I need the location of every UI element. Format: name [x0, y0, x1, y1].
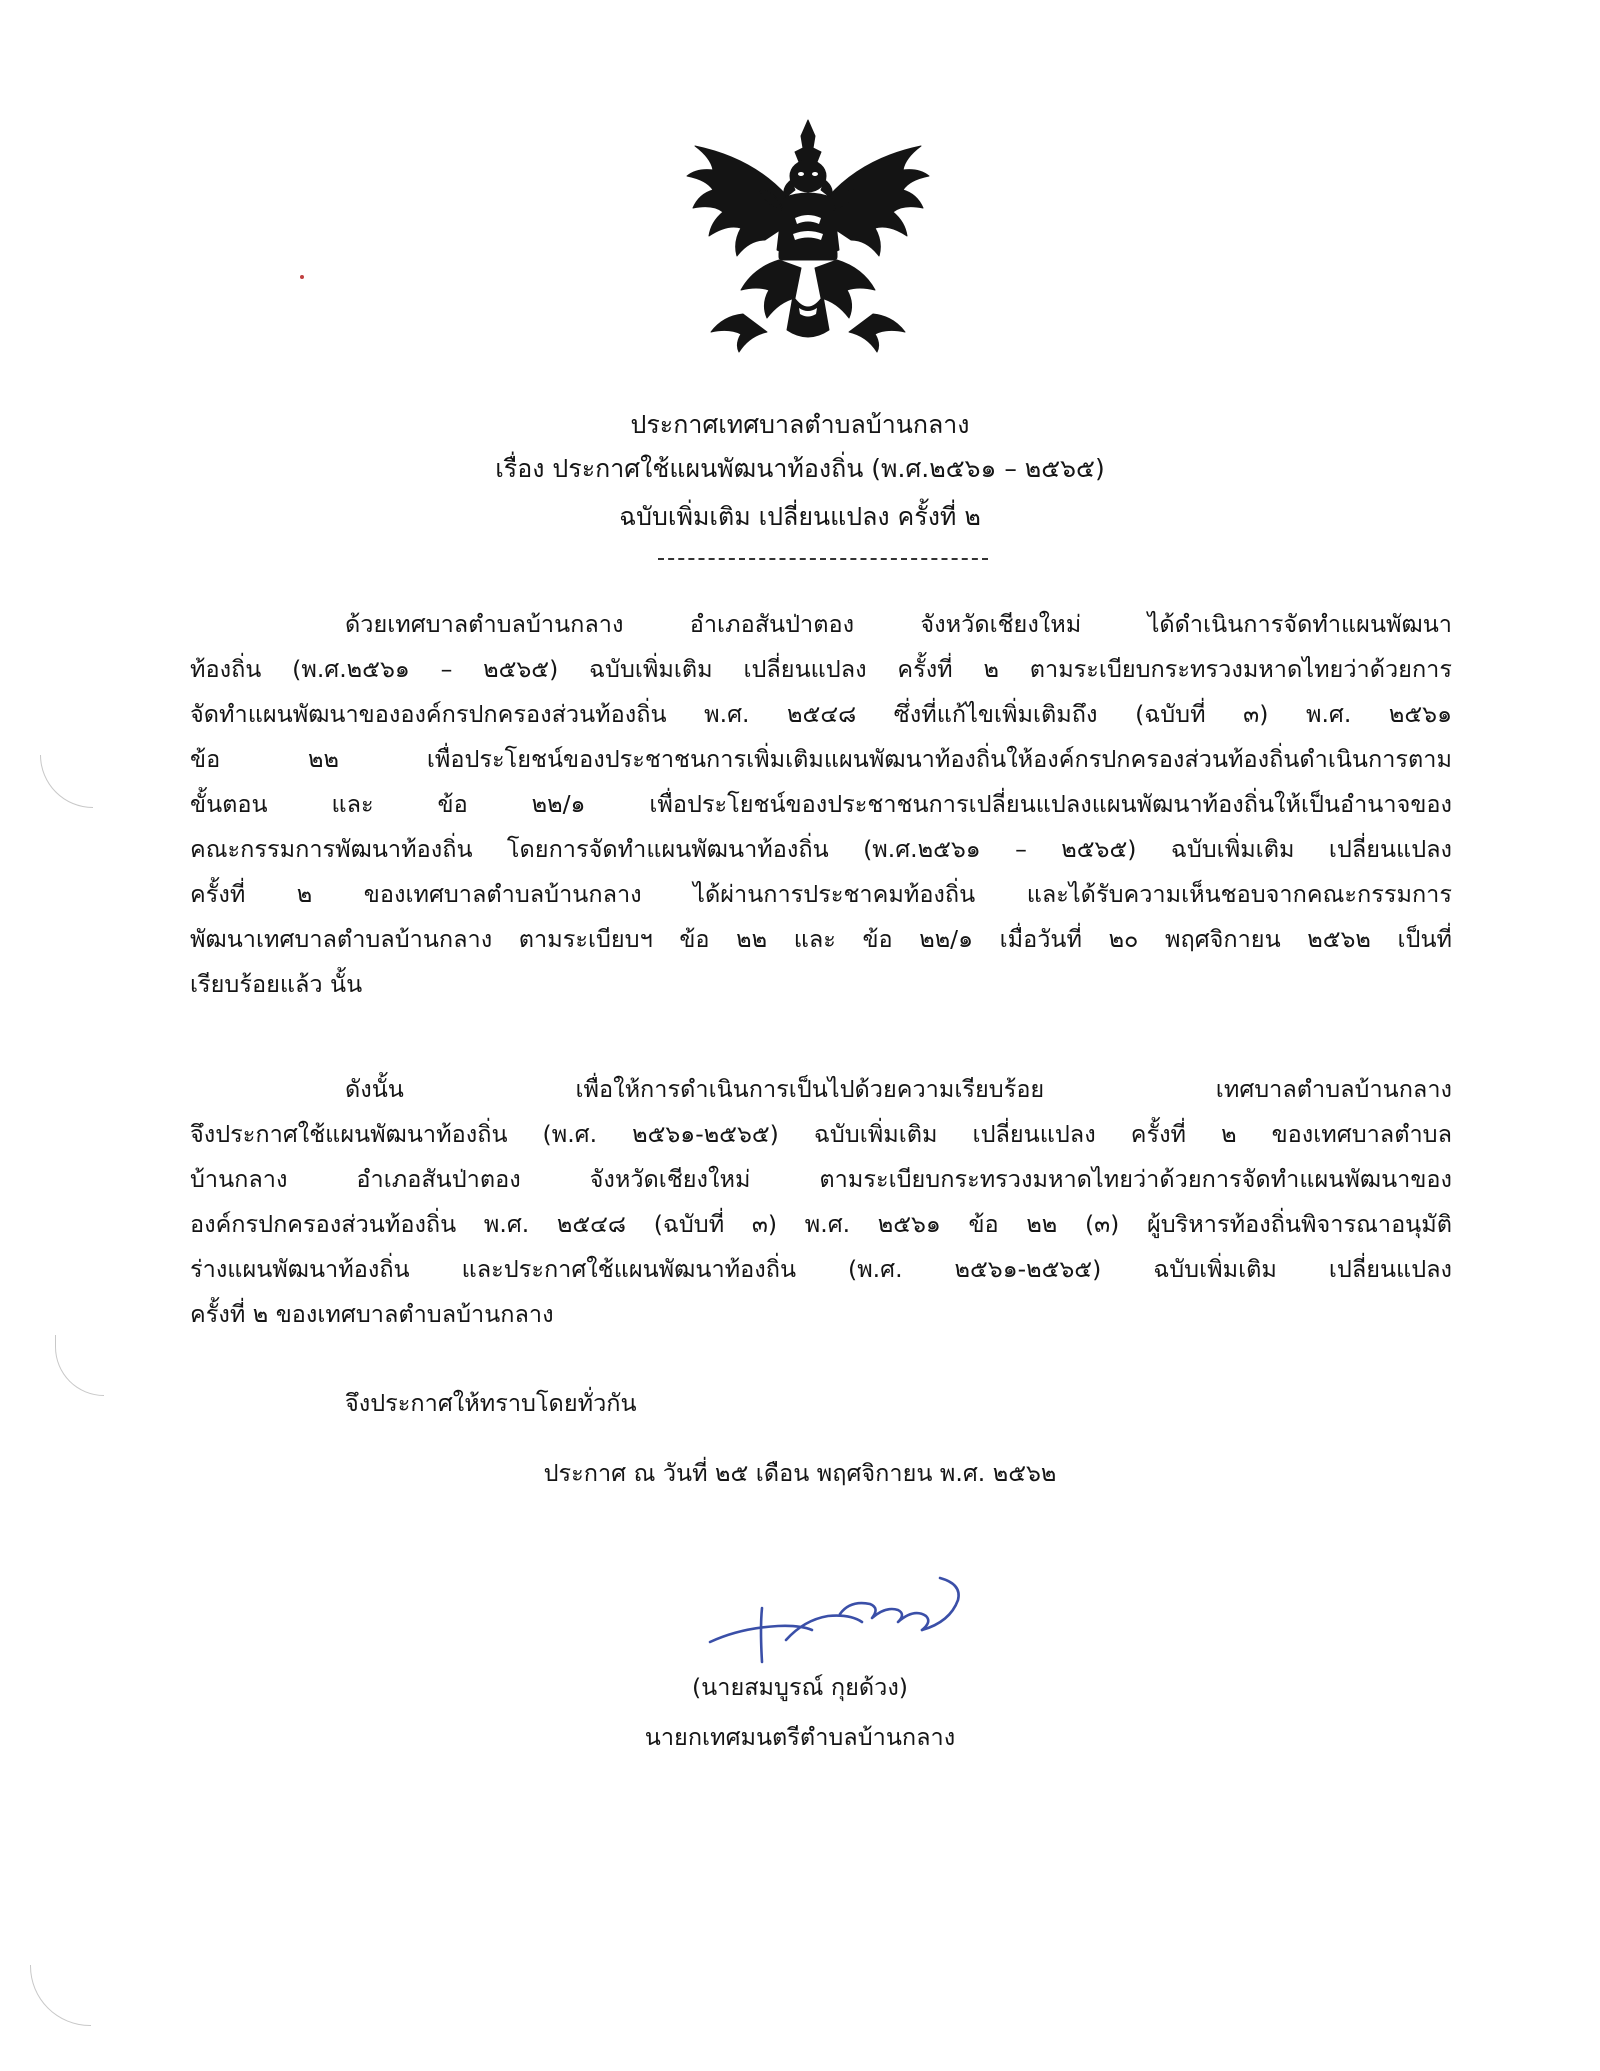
paragraph-line: เรียบร้อยแล้ว นั้น: [190, 970, 363, 998]
signer-title: นายกเทศมนตรีตำบลบ้านกลาง: [644, 1723, 956, 1751]
paragraph-line: ครั้งที่ ๒ ของเทศบาลตำบลบ้านกลาง: [190, 1300, 554, 1328]
paragraph-line: ข้อ ๒๒ เพื่อประโยชน์ของประชาชนการเพิ่มเติมแผนพัฒนาท้องถิ่นให้องค์กรปกครองส่วนท้องถิ่นดำเนินการตาม: [190, 745, 1452, 773]
paragraph-line: จึงประกาศใช้แผนพัฒนาท้องถิ่น (พ.ศ. ๒๕๖๑-๒๕๖๕) ฉบับเพิ่มเติม เปลี่ยนแปลง ครั้งที่ ๒ ของเทศบาลตำบล: [190, 1120, 1452, 1148]
edition-text: ฉบับเพิ่มเติม เปลี่ยนแปลง ครั้งที่ ๒: [619, 502, 981, 531]
scan-speck: [300, 275, 304, 279]
signer-name: (นายสมบูรณ์ กุยด้วง): [692, 1673, 908, 1701]
announcement-edition: [0, 500, 1600, 534]
closing-statement: จึงประกาศให้ทราบโดยทั่วกัน: [345, 1389, 637, 1417]
subject-text: เรื่อง ประกาศใช้แผนพัฒนาท้องถิ่น (พ.ศ.๒๕๖๑ – ๒๕๖๕): [495, 454, 1105, 483]
paragraph-line: ท้องถิ่น (พ.ศ.๒๕๖๑ – ๒๕๖๕) ฉบับเพิ่มเติม เปลี่ยนแปลง ครั้งที่ ๒ ตามระเบียบกระทรวงมหาดไทยว่าด้วยการ: [190, 655, 1452, 683]
paragraph-line: องค์กรปกครองส่วนท้องถิ่น พ.ศ. ๒๕๔๘ (ฉบับที่ ๓) พ.ศ. ๒๕๖๑ ข้อ ๒๒ (๓) ผู้บริหารท้องถิ่นพิจารณาอนุมัติ: [190, 1210, 1452, 1238]
punch-hole-mark: [40, 755, 93, 808]
announcement-date: ประกาศ ณ วันที่ ๒๕ เดือน พฤศจิกายน พ.ศ. ๒๕๖๒: [543, 1459, 1057, 1487]
paragraph-line: คณะกรรมการพัฒนาท้องถิ่น โดยการจัดทำแผนพัฒนาท้องถิ่น (พ.ศ.๒๕๖๑ – ๒๕๖๕) ฉบับเพิ่มเติม เปลี่ยนแปลง: [190, 835, 1452, 863]
paragraph-line: ขั้นตอน และ ข้อ ๒๒/๑ เพื่อประโยชน์ของประชาชนการเปลี่ยนแปลงแผนพัฒนาท้องถิ่นให้เป็นอำนาจของ: [190, 790, 1452, 818]
paragraph-line: ด้วยเทศบาลตำบลบ้านกลาง อำเภอสันป่าตอง จังหวัดเชียงใหม่ ได้ดำเนินการจัดทำแผนพัฒนา: [345, 610, 1452, 638]
paragraph-line: ร่างแผนพัฒนาท้องถิ่น และประกาศใช้แผนพัฒนาท้องถิ่น (พ.ศ. ๒๕๖๑-๒๕๖๕) ฉบับเพิ่มเติม เปลี่ยนแปลง: [190, 1255, 1452, 1283]
paragraph-line: พัฒนาเทศบาลตำบลบ้านกลาง ตามระเบียบฯ ข้อ ๒๒ และ ข้อ ๒๒/๑ เมื่อวันที่ ๒๐ พฤศจิกายน ๒๕๖๒ เป็นที่: [190, 925, 1452, 953]
paragraph-line: ดังนั้น เพื่อให้การดำเนินการเป็นไปด้วยความเรียบร้อย เทศบาลตำบลบ้านกลาง: [345, 1075, 1452, 1103]
header-divider: [658, 558, 988, 560]
paragraph-line: บ้านกลาง อำเภอสันป่าตอง จังหวัดเชียงใหม่ ตามระเบียบกระทรวงมหาดไทยว่าด้วยการจัดทำแผนพัฒนาของ: [190, 1165, 1452, 1193]
handwritten-signature: [700, 1570, 970, 1675]
body-paragraph-1: [190, 602, 1452, 1007]
title-text: ประกาศเทศบาลตำบลบ้านกลาง: [630, 410, 970, 439]
announcement-subject: [0, 452, 1600, 486]
paragraph-line: จัดทำแผนพัฒนาขององค์กรปกครองส่วนท้องถิ่น พ.ศ. ๒๕๔๘ ซึ่งที่แก้ไขเพิ่มเติมถึง (ฉบับที่ ๓) พ.ศ. ๒๕๖๑: [190, 700, 1452, 728]
announcement-title: [0, 408, 1600, 442]
body-paragraph-2: [190, 1067, 1452, 1337]
paragraph-line: ครั้งที่ ๒ ของเทศบาลตำบลบ้านกลาง ได้ผ่านการประชาคมท้องถิ่น และได้รับความเห็นชอบจากคณะกรรมการ: [190, 880, 1452, 908]
punch-hole-mark: [55, 1335, 104, 1396]
garuda-emblem-icon: [683, 118, 933, 353]
punch-hole-mark: [30, 1965, 91, 2026]
